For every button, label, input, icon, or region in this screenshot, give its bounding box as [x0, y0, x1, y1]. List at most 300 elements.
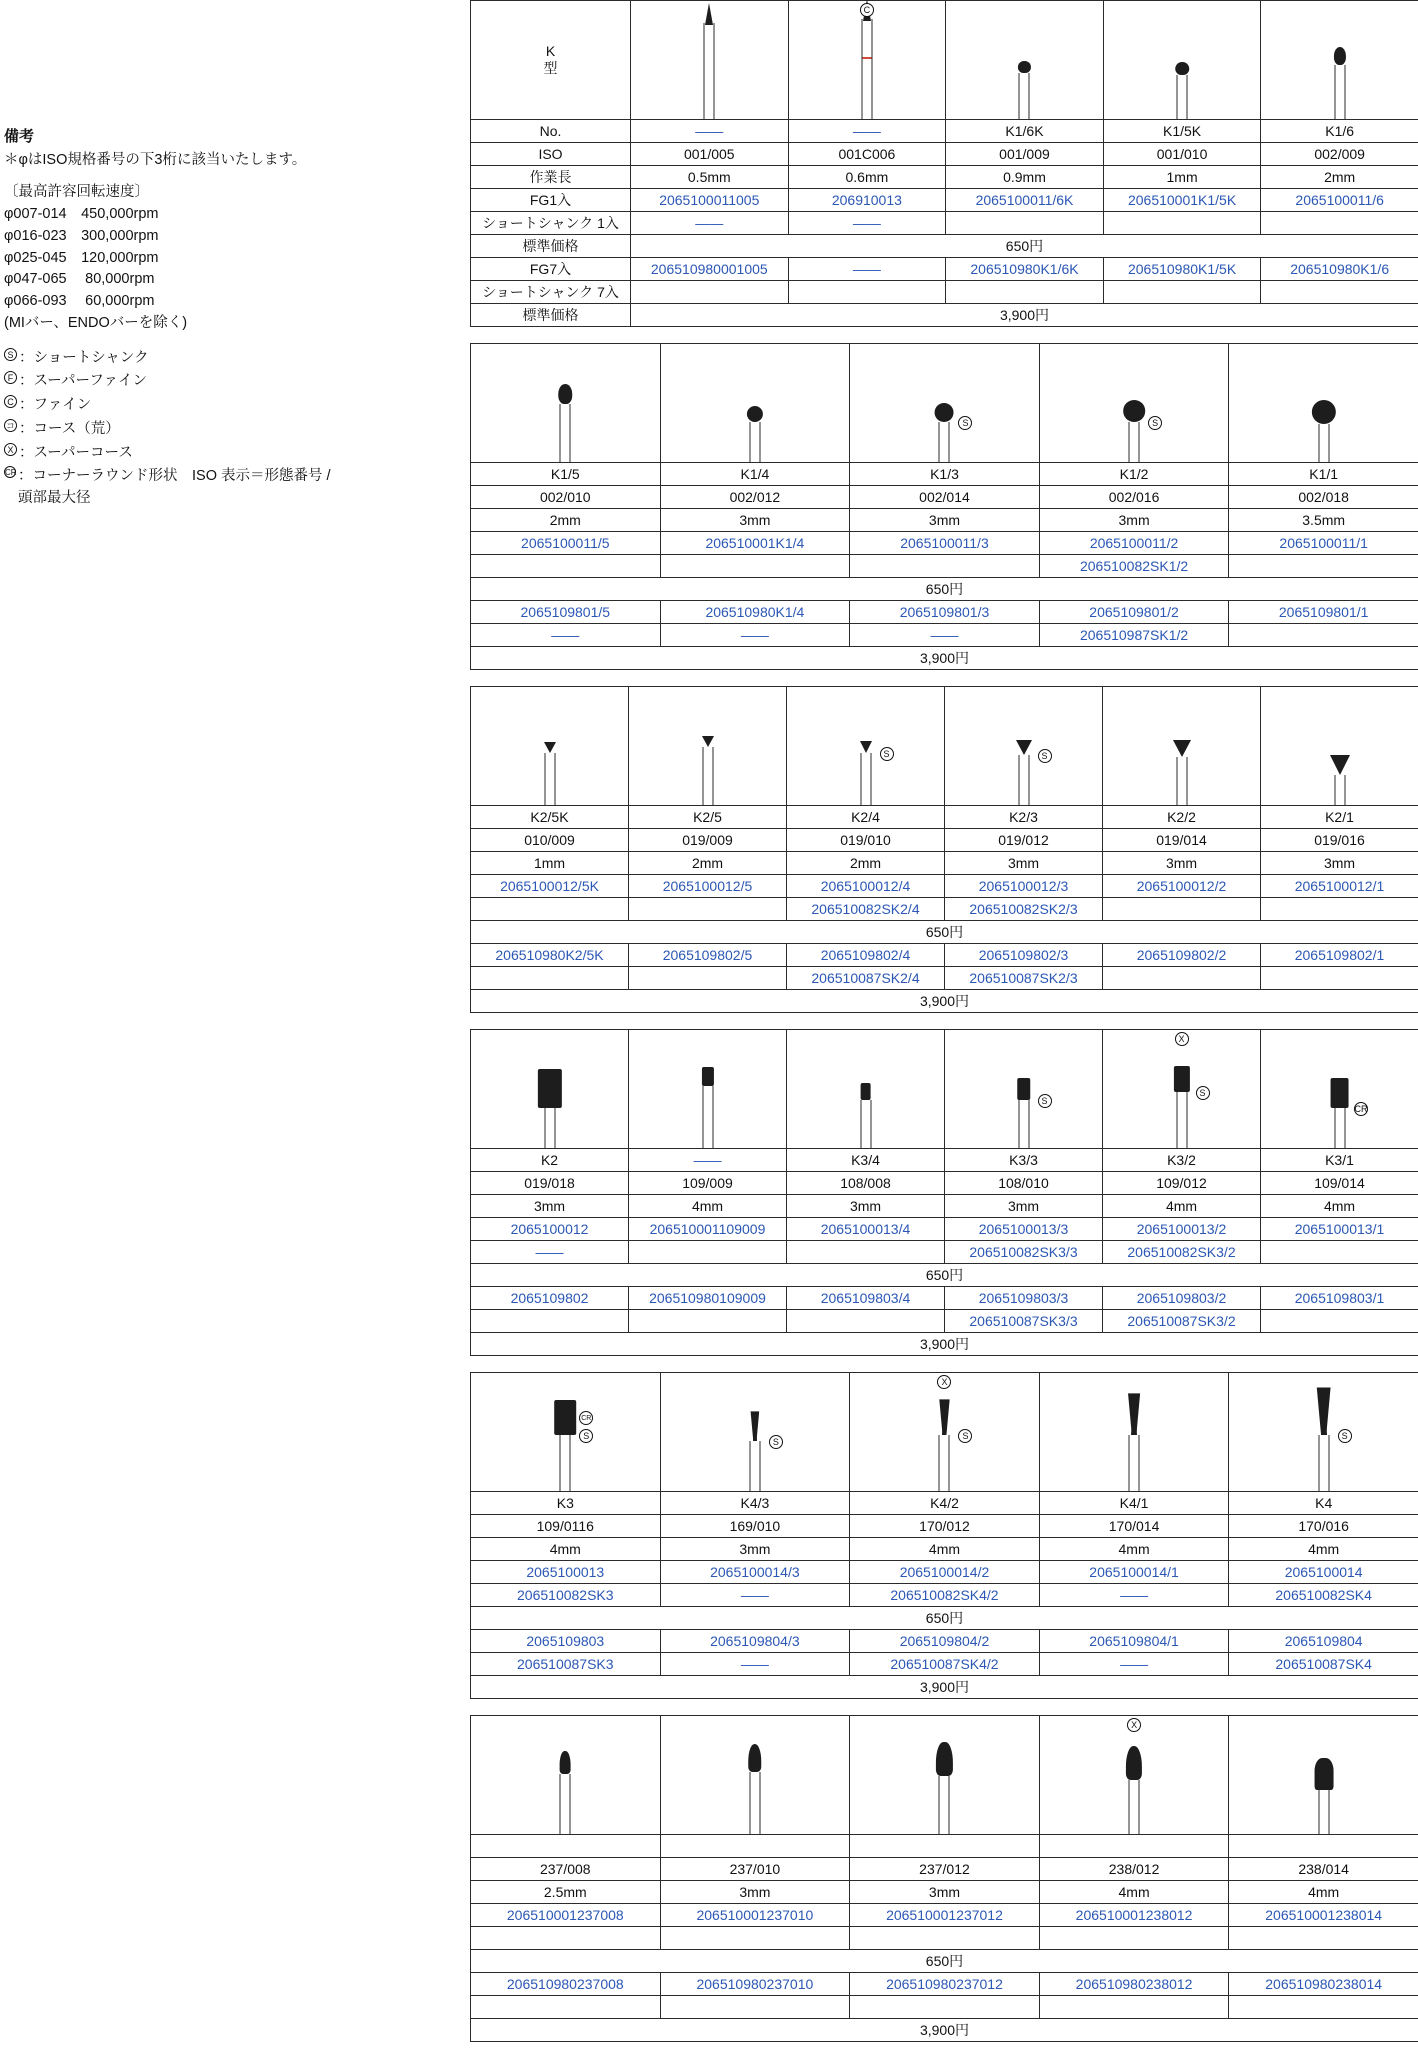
- bur-length: 3mm: [660, 509, 850, 532]
- bur-short1-code: [1103, 898, 1261, 921]
- bur-fg7-code: 2065109802/3: [945, 944, 1103, 967]
- bur-short1-code: [946, 212, 1104, 235]
- bur-short1-code: 206510082SK4/2: [850, 1584, 1040, 1607]
- length-row: [471, 852, 1418, 875]
- bur-illustration: [945, 1030, 1102, 1148]
- bur-illustration: [1261, 1030, 1418, 1148]
- bur-no: K3: [471, 1492, 661, 1515]
- bur-length: 4mm: [1103, 1195, 1261, 1218]
- table-corner-label: K 型: [471, 1, 631, 120]
- short-shank-icon: S: [4, 348, 17, 361]
- bur-length: 2mm: [471, 509, 661, 532]
- bur-illustration: [946, 1, 1103, 119]
- fg1-row: [471, 1904, 1418, 1927]
- bur-fg7-code: 206510980109009: [629, 1287, 787, 1310]
- bur-fg1-code: 2065100012: [471, 1218, 629, 1241]
- bur-short7-code: [629, 1310, 787, 1333]
- mark-S-icon: S: [958, 1429, 972, 1443]
- bur-iso: 019/009: [629, 829, 787, 852]
- bur-short1-code: ——: [660, 1584, 850, 1607]
- bur-illustration: [1040, 1716, 1229, 1834]
- bur-short1-code: [660, 1927, 850, 1950]
- bur-illustration: [661, 344, 850, 462]
- bur-short1-code: 206510082SK1/2: [1039, 555, 1229, 578]
- speed-row: φ047-065 80,000rpm: [4, 271, 155, 288]
- bur-fg7-code: 2065109802/5: [629, 944, 787, 967]
- bur-short1-code: [471, 898, 629, 921]
- bur-cell: [471, 1030, 629, 1149]
- mark-C-icon: C: [860, 3, 874, 17]
- bur-fg1-code: 2065100011/6: [1261, 189, 1418, 212]
- speed-footnote: (MIバー、ENDOバーを除く): [4, 314, 188, 331]
- short1-row: [471, 212, 1418, 235]
- price-single-row: [471, 1607, 1418, 1630]
- bur-cell: [850, 1373, 1040, 1492]
- mark-S-icon: S: [958, 416, 972, 430]
- no-row: [471, 1149, 1418, 1172]
- bur-no: K3/4: [787, 1149, 945, 1172]
- bur-fg7-code: 206510980K2/5K: [471, 944, 629, 967]
- short7-row: [471, 281, 1418, 304]
- illustration-row: [471, 1716, 1418, 1835]
- fine-icon: C: [4, 395, 17, 408]
- bur-short7-code: 206510087SK4/2: [850, 1653, 1040, 1676]
- bur-iso: 001/009: [946, 143, 1104, 166]
- bur-short7-code: [788, 281, 946, 304]
- bur-length: 4mm: [471, 1538, 661, 1561]
- bur-iso: 170/012: [850, 1515, 1040, 1538]
- bur-illustration: [471, 1716, 660, 1834]
- fg1-row: [471, 189, 1418, 212]
- bur-no: K2/2: [1103, 806, 1261, 829]
- symbol-legend-item: [4, 348, 344, 370]
- bur-iso: 002/018: [1229, 486, 1418, 509]
- bur-iso: 169/010: [660, 1515, 850, 1538]
- bur-cell: [1229, 344, 1418, 463]
- price-seven: 3,900円: [471, 1333, 1418, 1356]
- iso-row: [471, 1515, 1418, 1538]
- bur-fg7-code: 206510980K1/4: [660, 601, 850, 624]
- bur-no: K2/5: [629, 806, 787, 829]
- bur-length: 3mm: [787, 1195, 945, 1218]
- bur-fg1-code: 2065100014: [1229, 1561, 1418, 1584]
- bur-short7-code: [1039, 1996, 1229, 2019]
- bur-fg7-code: 206510980237008: [471, 1973, 661, 1996]
- bur-fg1-code: 2065100013/1: [1261, 1218, 1418, 1241]
- bur-iso: 238/012: [1039, 1858, 1229, 1881]
- bur-fg7-code: 2065109803/2: [1103, 1287, 1261, 1310]
- bur-table-4: [470, 1029, 1418, 1356]
- bur-short7-code: [1229, 624, 1418, 647]
- bur-illustration: [1261, 687, 1418, 805]
- bur-fg7-code: 2065109801/5: [471, 601, 661, 624]
- bur-illustration: [945, 687, 1102, 805]
- bur-iso: 010/009: [471, 829, 629, 852]
- bur-illustration: [1261, 1, 1418, 119]
- speed-title: 〔最高許容回転速度〕: [4, 184, 149, 201]
- speed-row: φ007-014 450,000rpm: [4, 206, 159, 222]
- illustration-row: [471, 1030, 1418, 1149]
- price-single: 650円: [471, 1264, 1418, 1287]
- illustration-row: [471, 344, 1418, 463]
- bur-iso: 019/012: [945, 829, 1103, 852]
- row-label-price7: 標準価格: [471, 304, 631, 327]
- mark-S-icon: S: [769, 1435, 783, 1449]
- bur-cell: [631, 1, 789, 120]
- bur-no: K4/3: [660, 1492, 850, 1515]
- bur-short1-code: 206510082SK4: [1229, 1584, 1418, 1607]
- bur-fg1-code: 206510001K1/5K: [1103, 189, 1261, 212]
- bur-fg1-code: 2065100011/6K: [946, 189, 1104, 212]
- bur-illustration: [850, 344, 1039, 462]
- bur-cell: [660, 1373, 850, 1492]
- bur-cell: [788, 1, 946, 120]
- bur-fg7-code: 2065109802/2: [1103, 944, 1261, 967]
- mark-X-icon: X: [1175, 1032, 1189, 1046]
- bur-illustration: [1103, 1030, 1260, 1148]
- illustration-row: [471, 1373, 1418, 1492]
- legend-title: 備考: [4, 128, 35, 145]
- bur-cell: [787, 1030, 945, 1149]
- bur-cell: [1103, 1, 1261, 120]
- bur-no: K3/3: [945, 1149, 1103, 1172]
- bur-cell: [471, 344, 661, 463]
- bur-no: [660, 1835, 850, 1858]
- bur-fg1-code: 2065100012/4: [787, 875, 945, 898]
- bur-fg1-code: 2065100012/5: [629, 875, 787, 898]
- coarse-icon: コ: [5, 420, 15, 431]
- fg7-row: [471, 1973, 1418, 1996]
- bur-no: K1/5K: [1103, 120, 1261, 143]
- bur-length: 2mm: [1261, 166, 1418, 189]
- bur-short7-code: [471, 967, 629, 990]
- bur-fg1-code: 2065100011005: [631, 189, 789, 212]
- bur-cell: [946, 1, 1104, 120]
- price-single-row: [471, 235, 1418, 258]
- short1-row: [471, 555, 1418, 578]
- bur-short7-code: ——: [1039, 1653, 1229, 1676]
- bur-short1-code: 206510082SK3/3: [945, 1241, 1103, 1264]
- illustration-row: [471, 1, 1418, 120]
- mark-S-icon: S: [1196, 1086, 1210, 1100]
- bur-iso: 238/014: [1229, 1858, 1418, 1881]
- length-row: [471, 1538, 1418, 1561]
- bur-fg7-code: 2065109804/3: [660, 1630, 850, 1653]
- iso-row: [471, 1172, 1418, 1195]
- row-label-no: No.: [471, 120, 631, 143]
- bur-fg7-code: 206510980001005: [631, 258, 789, 281]
- bur-illustration: [1040, 344, 1229, 462]
- bur-cell: [945, 687, 1103, 806]
- bur-illustration: [850, 1373, 1039, 1491]
- bur-cell: [1229, 1373, 1418, 1492]
- bur-fg1-code: 206510001237010: [660, 1904, 850, 1927]
- price-seven-row: [471, 1333, 1418, 1356]
- bur-fg1-code: 206510001238012: [1039, 1904, 1229, 1927]
- bur-table-2: [470, 343, 1418, 670]
- bur-short1-code: [850, 1927, 1040, 1950]
- bur-short1-code: [660, 555, 850, 578]
- bur-illustration: [629, 687, 786, 805]
- bur-short1-code: 206510082SK3: [471, 1584, 661, 1607]
- bur-length: 3mm: [945, 1195, 1103, 1218]
- bur-cell: [629, 687, 787, 806]
- bur-fg1-code: 2065100014/2: [850, 1561, 1040, 1584]
- short1-row: [471, 1927, 1418, 1950]
- mark-S-icon: S: [1038, 1094, 1052, 1108]
- bur-no: K4/1: [1039, 1492, 1229, 1515]
- bur-fg7-code: 206510980238014: [1229, 1973, 1418, 1996]
- bur-fg1-code: 2065100011/3: [850, 532, 1040, 555]
- price-single: 650円: [631, 235, 1418, 258]
- bur-length: 4mm: [850, 1538, 1040, 1561]
- bur-cell: [1261, 687, 1418, 806]
- bur-short1-code: [1103, 212, 1261, 235]
- bur-cell: [660, 344, 850, 463]
- bur-fg7-code: 206510980K1/6: [1261, 258, 1418, 281]
- mark-X-icon: X: [937, 1375, 951, 1389]
- row-label-short1: ショートシャンク 1入: [471, 212, 631, 235]
- bur-length: 1mm: [471, 852, 629, 875]
- bur-fg7-code: 2065109802/4: [787, 944, 945, 967]
- bur-short7-code: ——: [660, 624, 850, 647]
- bur-short1-code: [1229, 1927, 1418, 1950]
- bur-short1-code: [1261, 212, 1418, 235]
- bur-short1-code: [850, 555, 1040, 578]
- bur-short7-code: [471, 1310, 629, 1333]
- bur-cell: [787, 687, 945, 806]
- iso-row: [471, 143, 1418, 166]
- bur-length: 4mm: [1229, 1538, 1418, 1561]
- price-seven-row: [471, 304, 1418, 327]
- bur-illustration: [789, 1, 946, 119]
- bur-no: K4: [1229, 1492, 1418, 1515]
- bur-short7-code: [471, 1996, 661, 2019]
- bur-short7-code: 206510087SK3/2: [1103, 1310, 1261, 1333]
- price-seven: 3,900円: [471, 2019, 1418, 2042]
- bur-short1-code: 206510082SK3/2: [1103, 1241, 1261, 1264]
- bur-short7-code: [946, 281, 1104, 304]
- bur-no: ——: [631, 120, 789, 143]
- price-seven-row: [471, 1676, 1418, 1699]
- iso-row: [471, 1858, 1418, 1881]
- price-seven: 3,900円: [471, 1676, 1418, 1699]
- bur-cell: [1103, 1030, 1261, 1149]
- bur-length: 3mm: [660, 1881, 850, 1904]
- bur-fg7-code: 2065109803: [471, 1630, 661, 1653]
- no-row: [471, 120, 1418, 143]
- bur-illustration: [787, 1030, 944, 1148]
- bur-fg7-code: 206510980237010: [660, 1973, 850, 1996]
- bur-cell: [471, 1716, 661, 1835]
- bur-no: ——: [629, 1149, 787, 1172]
- row-label-short7: ショートシャンク 7入: [471, 281, 631, 304]
- price-single: 650円: [471, 1607, 1418, 1630]
- row-label-fg1: FG1入: [471, 189, 631, 212]
- bur-iso: 001/010: [1103, 143, 1261, 166]
- row-label-iso: ISO: [471, 143, 631, 166]
- short7-row: [471, 624, 1418, 647]
- price-seven-row: [471, 2019, 1418, 2042]
- bur-no: K3/1: [1261, 1149, 1418, 1172]
- symbol-label: ：ショートシャンク: [19, 349, 149, 366]
- bur-no: K1/5: [471, 463, 661, 486]
- bur-short7-code: [631, 281, 789, 304]
- super-coarse-icon: X: [4, 443, 17, 456]
- mark-CR-icon: CR: [579, 1411, 593, 1425]
- bur-short7-code: [1261, 1310, 1418, 1333]
- bur-table-6: [470, 1715, 1418, 2042]
- corner-round-icon: CR: [5, 468, 17, 478]
- bur-short7-code: [787, 1310, 945, 1333]
- bur-fg7-code: 206510980237012: [850, 1973, 1040, 1996]
- bur-fg7-code: 206510980238012: [1039, 1973, 1229, 1996]
- bur-illustration: [850, 1716, 1039, 1834]
- bur-short7-code: [629, 967, 787, 990]
- iso-row: [471, 486, 1418, 509]
- bur-cell: [1229, 1716, 1418, 1835]
- bur-cell: [1261, 1, 1418, 120]
- bur-length: 0.6mm: [788, 166, 946, 189]
- bur-no: K4/2: [850, 1492, 1040, 1515]
- bur-fg1-code: 206510001237012: [850, 1904, 1040, 1927]
- fg1-row: [471, 532, 1418, 555]
- bur-no: [1229, 1835, 1418, 1858]
- bur-fg7-code: 2065109802/1: [1261, 944, 1418, 967]
- bur-illustration: [1229, 1373, 1418, 1491]
- bur-length: 3mm: [850, 509, 1040, 532]
- bur-fg1-code: 2065100013: [471, 1561, 661, 1584]
- bur-iso: 109/009: [629, 1172, 787, 1195]
- illustration-row: [471, 687, 1418, 806]
- bur-illustration: [1103, 687, 1260, 805]
- bur-fg1-code: 206910013: [788, 189, 946, 212]
- bur-no: K2: [471, 1149, 629, 1172]
- short7-row: [471, 967, 1418, 990]
- bur-cell: [945, 1030, 1103, 1149]
- bur-illustration: [1104, 1, 1261, 119]
- bur-illustration: [471, 1030, 628, 1148]
- bur-short1-code: [1261, 898, 1418, 921]
- bur-short1-code: [629, 898, 787, 921]
- bur-no: K2/5K: [471, 806, 629, 829]
- bur-length: 2.5mm: [471, 1881, 661, 1904]
- bur-cell: [1261, 1030, 1418, 1149]
- bur-fg1-code: 2065100012/3: [945, 875, 1103, 898]
- symbol-label: ：コーナーラウンド形状 ISO 表示＝形態番号 / 頭部最大径: [18, 468, 331, 506]
- bur-fg1-code: 2065100012/2: [1103, 875, 1261, 898]
- legend-panel: [4, 126, 344, 510]
- symbol-legend-item: [4, 443, 344, 465]
- bur-fg7-code: 206510980K1/6K: [946, 258, 1104, 281]
- bur-illustration: [1229, 1716, 1418, 1834]
- bur-fg7-code: 2065109804/2: [850, 1630, 1040, 1653]
- fg7-row: [471, 601, 1418, 624]
- bur-short7-code: [1261, 281, 1418, 304]
- bur-short7-code: 206510987SK1/2: [1039, 624, 1229, 647]
- fg7-row: [471, 1630, 1418, 1653]
- bur-iso: 019/010: [787, 829, 945, 852]
- bur-no: K1/1: [1229, 463, 1418, 486]
- bur-short7-code: ——: [660, 1653, 850, 1676]
- bur-iso: 108/010: [945, 1172, 1103, 1195]
- no-row: [471, 463, 1418, 486]
- bur-length: 3mm: [850, 1881, 1040, 1904]
- bur-fg1-code: 2065100013/4: [787, 1218, 945, 1241]
- bur-fg1-code: 2065100013/3: [945, 1218, 1103, 1241]
- bur-fg7-code: 2065109801/1: [1229, 601, 1418, 624]
- bur-fg7-code: ——: [788, 258, 946, 281]
- length-row: [471, 166, 1418, 189]
- bur-cell: [660, 1716, 850, 1835]
- bur-short7-code: [660, 1996, 850, 2019]
- symbol-legend-item: [4, 395, 344, 417]
- price-single-row: [471, 1950, 1418, 1973]
- bur-short1-code: ——: [788, 212, 946, 235]
- bur-cell: [1039, 1716, 1229, 1835]
- bur-fg7-code: 2065109803/3: [945, 1287, 1103, 1310]
- bur-illustration: [471, 687, 628, 805]
- bur-no: ——: [788, 120, 946, 143]
- bur-length: 4mm: [1261, 1195, 1418, 1218]
- bur-short1-code: [1261, 1241, 1418, 1264]
- bur-no: K2/3: [945, 806, 1103, 829]
- bur-cell: [629, 1030, 787, 1149]
- price-single: 650円: [471, 921, 1418, 944]
- bur-no: K3/2: [1103, 1149, 1261, 1172]
- fg7-row: [471, 944, 1418, 967]
- bur-illustration: [1040, 1373, 1229, 1491]
- bur-short1-code: ——: [631, 212, 789, 235]
- bur-length: 2mm: [787, 852, 945, 875]
- bur-iso: 019/018: [471, 1172, 629, 1195]
- bur-fg7-code: 2065109804: [1229, 1630, 1418, 1653]
- bur-fg1-code: 2065100013/2: [1103, 1218, 1261, 1241]
- bur-no: K1/3: [850, 463, 1040, 486]
- bur-length: 3mm: [945, 852, 1103, 875]
- bur-short7-code: [1103, 281, 1261, 304]
- price-single: 650円: [471, 1950, 1418, 1973]
- bur-short1-code: ——: [471, 1241, 629, 1264]
- bur-no: K1/6: [1261, 120, 1418, 143]
- bur-length: 4mm: [1039, 1881, 1229, 1904]
- short1-row: [471, 1584, 1418, 1607]
- bur-length: 3mm: [1039, 509, 1229, 532]
- no-row: [471, 1835, 1418, 1858]
- mark-S-icon: S: [880, 747, 894, 761]
- bur-no: K1/4: [660, 463, 850, 486]
- bur-short7-code: 206510087SK3/3: [945, 1310, 1103, 1333]
- fg1-row: [471, 1218, 1418, 1241]
- bur-short1-code: [471, 555, 661, 578]
- bur-fg1-code: 2065100014/1: [1039, 1561, 1229, 1584]
- bur-iso: 002/016: [1039, 486, 1229, 509]
- bur-fg1-code: 2065100011/2: [1039, 532, 1229, 555]
- bur-short1-code: 206510082SK2/3: [945, 898, 1103, 921]
- bur-short7-code: 206510087SK3: [471, 1653, 661, 1676]
- bur-fg1-code: 2065100011/5: [471, 532, 661, 555]
- bur-short1-code: [1229, 555, 1418, 578]
- short7-row: [471, 1996, 1418, 2019]
- bur-length: 3.5mm: [1229, 509, 1418, 532]
- bur-fg1-code: 2065100011/1: [1229, 532, 1418, 555]
- bur-iso: 109/012: [1103, 1172, 1261, 1195]
- symbol-label: ：ファイン: [19, 397, 92, 413]
- bur-no: K2/1: [1261, 806, 1418, 829]
- bur-iso: 001C006: [788, 143, 946, 166]
- bur-cell: [1039, 1373, 1229, 1492]
- bur-illustration: [471, 1373, 660, 1491]
